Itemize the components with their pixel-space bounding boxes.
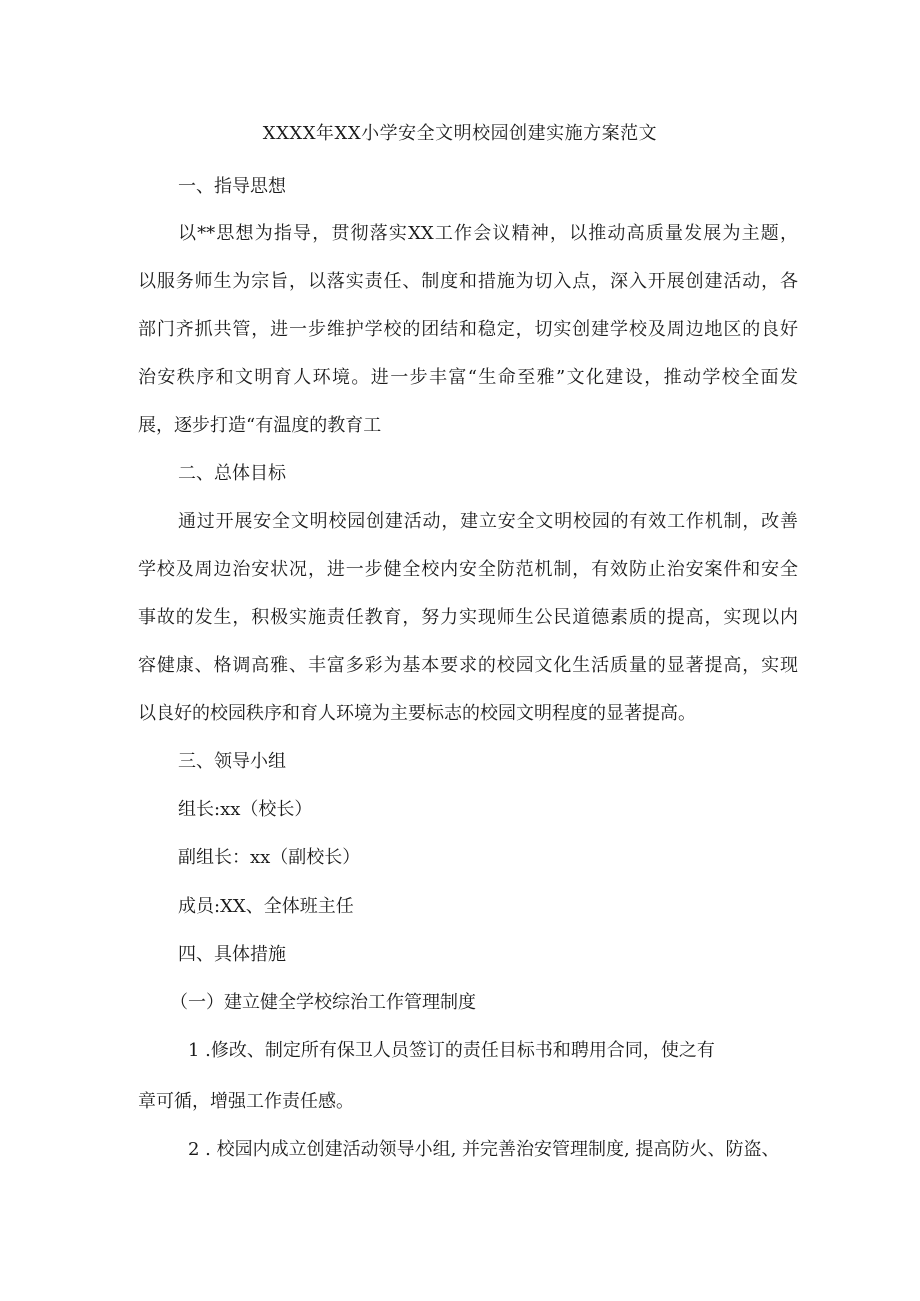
paragraph-line: 学校及周边治安状况，进一步健全校内安全防范机制，有效防止治安案件和安全 — [138, 559, 798, 580]
paragraph-line: 以良好的校园秩序和育人环境为主要标志的校园文明程度的显著提高。 — [138, 703, 696, 724]
team-deputy-leader: 副组长：xx（副校长） — [178, 847, 361, 868]
paragraph-line: 通过开展安全文明校园创建活动，建立安全文明校园的有效工作机制，改善 — [178, 511, 798, 532]
paragraph-line: 展，逐步打造“有温度的教育工 — [138, 415, 382, 436]
paragraph-line: 容健康、格调高雅、丰富多彩为基本要求的校园文化生活质量的显著提高，实现 — [138, 655, 798, 676]
subsection-heading-1: （一）建立健全学校综治工作管理制度 — [170, 992, 476, 1013]
paragraph-line: 事故的发生，积极实施责任教育，努力实现师生公民道德素质的提高，实现以内 — [138, 607, 798, 628]
document-title: XXXX年XX小学安全文明校园创建实施方案范文 — [262, 123, 658, 144]
list-item-2: 2 . 校园内成立创建活动领导小组, 并完善治安管理制度, 提高防火、防盗、 — [188, 1139, 780, 1160]
list-item-1: 1 .修改、制定所有保卫人员签订的责任目标书和聘用合同，使之有 — [188, 1040, 715, 1061]
section-heading-4: 四、具体措施 — [178, 944, 286, 965]
section-heading-2: 二、总体目标 — [178, 463, 286, 484]
paragraph-line: 部门齐抓共管，进一步维护学校的团结和稳定，切实创建学校及周边地区的良好 — [138, 319, 798, 340]
list-item-1-continuation: 章可循，增强工作责任感。 — [138, 1091, 354, 1112]
paragraph-line: 治安秩序和文明育人环境。进一步丰富“生命至雅”文化建设，推动学校全面发 — [138, 367, 798, 388]
team-leader: 组长:xx（校长） — [178, 799, 313, 820]
team-members: 成员:XX、全体班主任 — [178, 896, 354, 917]
section-heading-3: 三、领导小组 — [178, 751, 286, 772]
paragraph-line: 以服务师生为宗旨，以落实责任、制度和措施为切入点，深入开展创建活动，各 — [138, 271, 798, 292]
paragraph-line: 以**思想为指导，贯彻落实XX工作会议精神，以推动高质量发展为主题， — [178, 223, 798, 244]
section-heading-1: 一、指导思想 — [178, 176, 286, 197]
